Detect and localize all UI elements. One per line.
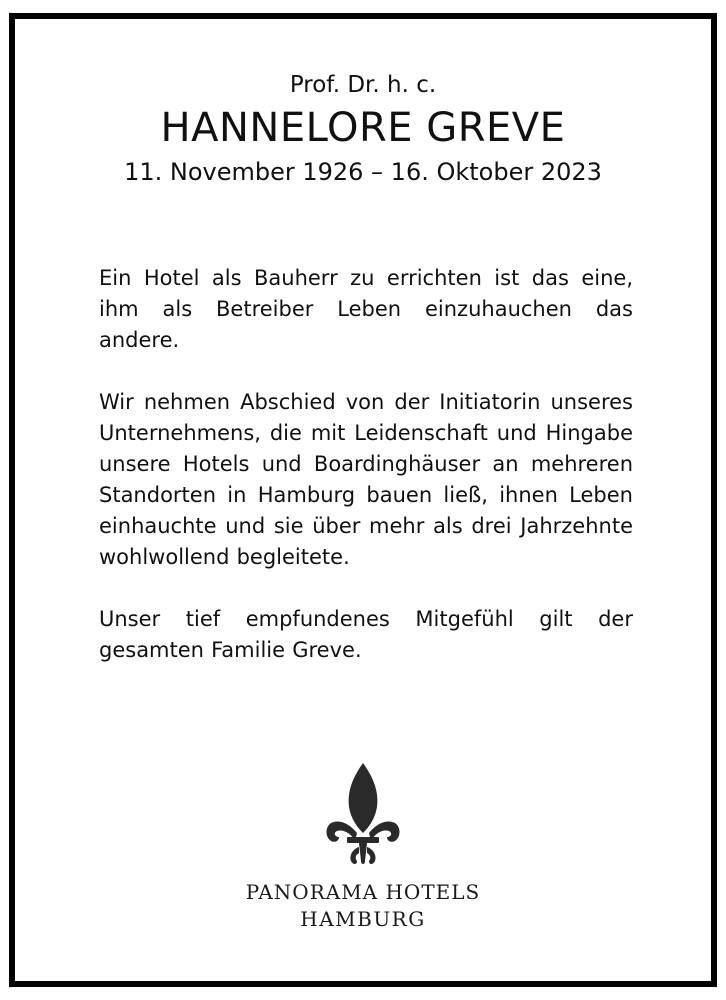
academic-title: Prof. Dr. h. c. — [289, 72, 437, 98]
notice-frame — [9, 13, 717, 987]
paragraph-2: Wir nehmen Abschied von der Initiatorin unseres Unternehmens, die mit Leidenschaft und Hingabe unsere Hotels und Boardinghäuser an mehreren Standorten in Hamburg bauen ließ, ihnen Leben einhauchte und sie über mehr als drei Jahrzehnte wohlwollend begleitete. — [99, 390, 633, 569]
hotel-logo — [15, 761, 711, 933]
logo-line-2: HAMBURG — [300, 907, 426, 931]
fleur-de-lis-icon — [323, 761, 403, 873]
logo-line-1: PANORAMA HOTELS — [245, 880, 481, 904]
notice-header — [15, 69, 711, 189]
deceased-name: HANNELORE GREVE — [160, 105, 566, 151]
paragraph-3: Unser tief empfundenes Mitgefühl gilt der gesamten Familie Greve. — [99, 607, 633, 662]
life-dates: 11. November 1926 – 16. Oktober 2023 — [124, 158, 602, 186]
paragraph-1: Ein Hotel als Bauherr zu errichten ist das eine, ihm als Betreiber Leben einzuhauchen das andere. — [99, 266, 633, 352]
notice-body — [99, 263, 633, 697]
